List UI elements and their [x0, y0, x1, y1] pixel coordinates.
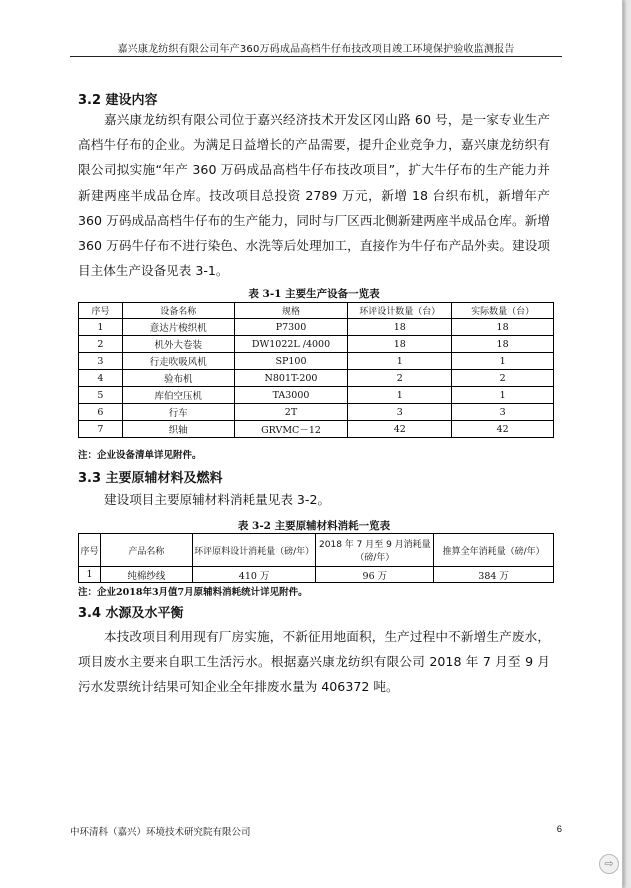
table-cell: DW1022L /4000 — [234, 336, 348, 353]
table-cell: 7 — [79, 421, 123, 438]
equipment-table — [78, 302, 554, 438]
table-cell: 验布机 — [122, 370, 234, 387]
table-cell: 3 — [452, 404, 554, 421]
section-3-4-heading: 3.4 水源及水平衡 — [78, 606, 184, 621]
table-cell: 384 万 — [434, 567, 554, 583]
table-cell: 3 — [79, 353, 123, 370]
section-3-2-heading: 3.2 建设内容 — [78, 93, 158, 108]
materials-row — [79, 567, 554, 583]
page-footer — [70, 824, 562, 838]
table-cell: 42 — [452, 421, 554, 438]
table-cell: 18 — [348, 319, 452, 336]
col-header: 环评原料设计消耗量（磅/年） — [192, 534, 316, 567]
header-rule — [70, 56, 562, 57]
page-number: 6 — [556, 824, 562, 835]
col-header: 环评设计数量（台） — [348, 303, 452, 319]
table-cell: 1 — [348, 387, 452, 404]
table-3-1-caption: 表 3-1 主要生产设备一览表 — [248, 288, 380, 300]
table-cell: 18 — [348, 336, 452, 353]
equipment-table-header — [79, 303, 554, 319]
section-3-3-heading: 3.3 主要原辅材料及燃料 — [78, 471, 223, 486]
equipment-row — [79, 319, 554, 336]
table-cell: TA3000 — [234, 387, 348, 404]
equipment-row — [79, 404, 554, 421]
table-3-2-caption: 表 3-2 主要原辅材料消耗一览表 — [237, 520, 391, 532]
equipment-row — [79, 387, 554, 404]
table-cell: N801T-200 — [234, 370, 348, 387]
table-cell: GRVMC－12 — [234, 421, 348, 438]
col-header: 规格 — [234, 303, 348, 319]
col-header: 推算全年消耗量（磅/年） — [434, 534, 554, 567]
equipment-row — [79, 336, 554, 353]
table-3-1-note: 注：企业设备清单详见附件。 — [78, 450, 202, 461]
section-3-4-paragraph: 本技改项目利用现有厂房实施，不新征用地面积，生产过程中不新增生产废水，项目废水主要来自职工生活污水。根据嘉兴康龙纺织有限公司 2018 年 7 月至 9 月污水发票统计结果可知企业全年排废水量为 406372 吨。 — [78, 629, 550, 695]
equipment-row — [79, 421, 554, 438]
table-cell: 行走吹吸风机 — [122, 353, 234, 370]
table-cell: 纯棉纱线 — [100, 567, 192, 583]
table-cell: 410 万 — [192, 567, 316, 583]
table-cell: 库伯空压机 — [122, 387, 234, 404]
table-cell: 4 — [79, 370, 123, 387]
table-cell: 5 — [79, 387, 123, 404]
table-cell: 2 — [79, 336, 123, 353]
table-cell: 2 — [452, 370, 554, 387]
table-cell: 3 — [348, 404, 452, 421]
next-page-arrow-icon[interactable]: ⇨ — [599, 854, 619, 874]
table-cell: SP100 — [234, 353, 348, 370]
table-3-2-note: 注：企业2018年3月值7月原辅料消耗统计详见附件。 — [78, 587, 308, 598]
table-cell: 意达片梭织机 — [122, 319, 234, 336]
col-header: 设备名称 — [122, 303, 234, 319]
table-cell: 18 — [452, 336, 554, 353]
running-header: 嘉兴康龙纺织有限公司年产360万码成品高档牛仔布技改项目竣工环境保护验收监测报告 — [117, 44, 515, 55]
table-cell: 42 — [348, 421, 452, 438]
equipment-row — [79, 370, 554, 387]
table-cell: 2 — [348, 370, 452, 387]
footer-organization: 中环清科（嘉兴）环境技术研究院有限公司 — [70, 827, 251, 838]
col-header: 序号 — [79, 303, 123, 319]
equipment-row — [79, 353, 554, 370]
table-cell: 18 — [452, 319, 554, 336]
table-cell: 2T — [234, 404, 348, 421]
table-cell: 96 万 — [316, 567, 434, 583]
table-cell: 织轴 — [122, 421, 234, 438]
materials-table-header — [79, 534, 554, 567]
col-header: 产品名称 — [100, 534, 192, 567]
table-cell: 行车 — [122, 404, 234, 421]
col-header: 2018 年 7 月至 9 月消耗量（磅/年） — [316, 534, 434, 567]
table-cell: 1 — [79, 319, 123, 336]
col-header: 序号 — [79, 534, 101, 567]
table-cell: 6 — [79, 404, 123, 421]
materials-table — [78, 533, 554, 583]
table-cell: 1 — [452, 387, 554, 404]
col-header: 实际数量（台） — [452, 303, 554, 319]
table-cell: P7300 — [234, 319, 348, 336]
table-cell: 1 — [348, 353, 452, 370]
table-cell: 1 — [79, 567, 101, 583]
table-cell: 1 — [452, 353, 554, 370]
table-cell: 机外大卷装 — [122, 336, 234, 353]
section-3-3-paragraph: 建设项目主要原辅材料消耗量见表 3-2。 — [104, 492, 331, 507]
section-3-2-paragraph: 嘉兴康龙纺织有限公司位于嘉兴经济技术开发区冈山路 60 号，是一家专业生产高档牛仔布的企业。为满足日益增长的产品需要，提升企业竞争力，嘉兴康龙纺织有限公司拟实施“年产 360 万码成品高档牛仔布技改项目”，扩大牛仔布的生产能力并新建两座半成品仓库。技改项目总投资 2789 万元，新增 18 台织布机，新增年产 360 万码成品高档牛仔布的生产能力，同时与厂区西北侧新建两座半成品仓库。新增 360 万码牛仔布不进行染色、水洗等后处理加工，直接作为牛仔布产品外卖。建设项目主体生产设备见表 3-1。 — [78, 112, 550, 279]
